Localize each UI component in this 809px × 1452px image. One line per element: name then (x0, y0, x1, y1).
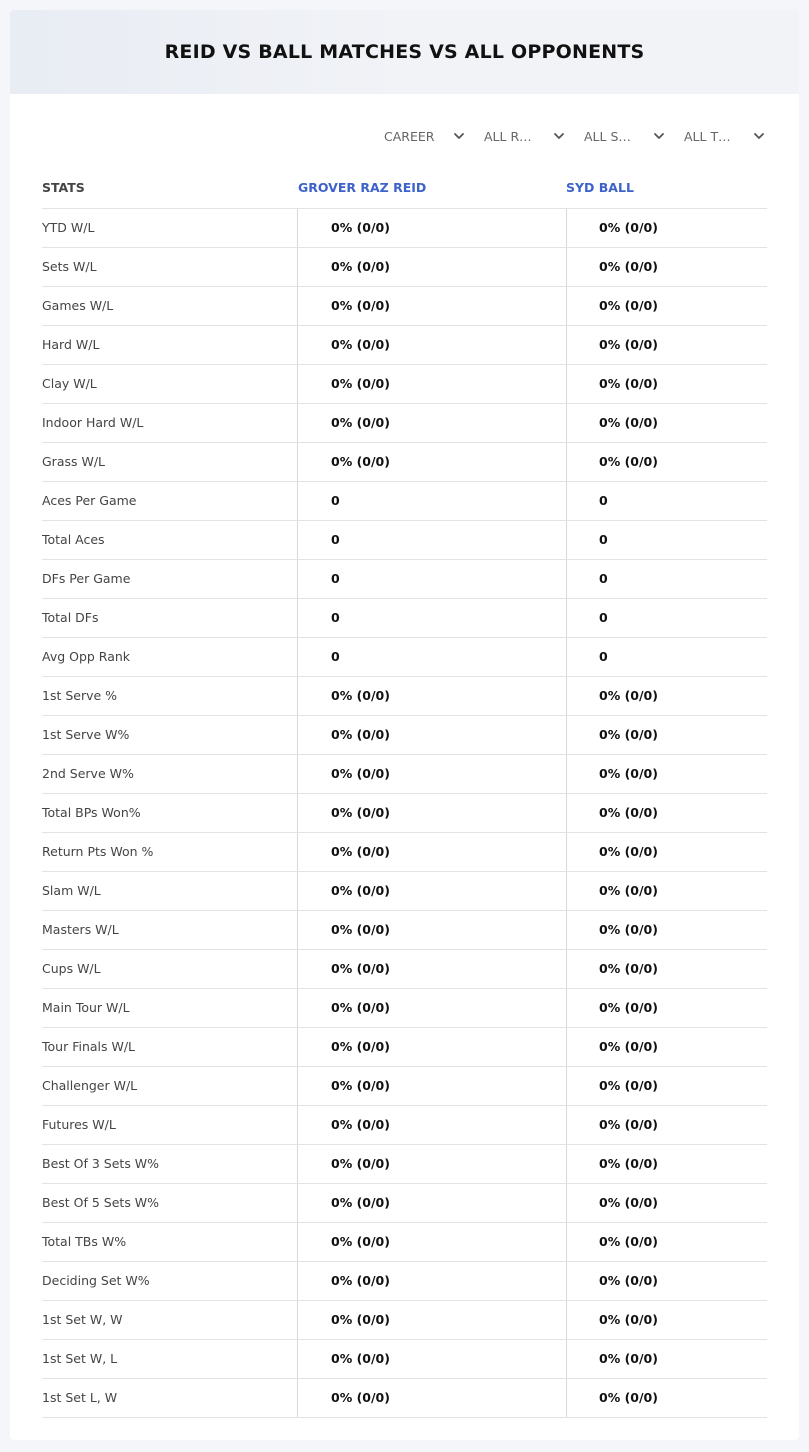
player1-stat-value: 0% (0/0) (297, 1184, 566, 1222)
player2-stat-value: 0% (0/0) (566, 326, 767, 364)
player2-stat-value: 0% (0/0) (566, 248, 767, 286)
player1-stat-value: 0% (0/0) (297, 794, 566, 832)
table-row (42, 599, 767, 638)
player1-stat-value: 0% (0/0) (297, 716, 566, 754)
filter-label: ALL T… (684, 128, 731, 144)
stat-label: Tour Finals W/L (42, 1039, 136, 1054)
stat-label: 1st Set L, W (42, 1390, 118, 1405)
stat-label: Masters W/L (42, 922, 119, 937)
player2-stat-value: 0% (0/0) (566, 1106, 767, 1144)
player2-stat-value: 0% (0/0) (566, 404, 767, 442)
player1-stat-value: 0% (0/0) (297, 1262, 566, 1300)
stat-label: 2nd Serve W% (42, 766, 134, 781)
stats-table-header (42, 170, 767, 208)
player2-stat-value: 0% (0/0) (566, 1301, 767, 1339)
player1-stat-value: 0% (0/0) (297, 1301, 566, 1339)
stat-label: Indoor Hard W/L (42, 415, 144, 430)
table-row (42, 1340, 767, 1379)
player1-stat-value: 0% (0/0) (297, 404, 566, 442)
column-header-stats: STATS (42, 180, 85, 195)
stat-label: 1st Serve W% (42, 727, 130, 742)
player1-stat-value: 0% (0/0) (297, 1067, 566, 1105)
player2-stat-value: 0% (0/0) (566, 1262, 767, 1300)
stat-label: Total TBs W% (42, 1234, 127, 1249)
table-row (42, 404, 767, 443)
player2-stat-value: 0% (0/0) (566, 1379, 767, 1417)
player1-link[interactable]: GROVER RAZ REID (298, 180, 427, 195)
chevron-down-icon (752, 129, 766, 143)
player1-stat-value: 0 (297, 560, 566, 598)
table-row (42, 1223, 767, 1262)
table-row (42, 1145, 767, 1184)
table-row (42, 1262, 767, 1301)
stat-label: YTD W/L (42, 220, 95, 235)
table-row (42, 248, 767, 287)
stat-label: 1st Set W, L (42, 1351, 118, 1366)
player1-stat-value: 0% (0/0) (297, 989, 566, 1027)
player2-stat-value: 0% (0/0) (566, 209, 767, 247)
player2-stat-value: 0% (0/0) (566, 287, 767, 325)
table-row (42, 482, 767, 521)
player2-stat-value: 0% (0/0) (566, 716, 767, 754)
player1-stat-value: 0% (0/0) (297, 833, 566, 871)
table-row (42, 1184, 767, 1223)
player2-stat-value: 0% (0/0) (566, 1145, 767, 1183)
player1-stat-value: 0 (297, 521, 566, 559)
stat-label: Total BPs Won% (42, 805, 141, 820)
chevron-down-icon (652, 129, 666, 143)
player1-stat-value: 0% (0/0) (297, 1223, 566, 1261)
filter-tournament-select[interactable] (670, 124, 770, 148)
player1-stat-value: 0% (0/0) (297, 911, 566, 949)
table-row (42, 1106, 767, 1145)
stat-label: Avg Opp Rank (42, 649, 131, 664)
player1-stat-value: 0% (0/0) (297, 443, 566, 481)
player2-stat-value: 0% (0/0) (566, 911, 767, 949)
player2-stat-value: 0 (566, 482, 767, 520)
player1-stat-value: 0% (0/0) (297, 872, 566, 910)
player2-stat-value: 0% (0/0) (566, 872, 767, 910)
stat-label: Aces Per Game (42, 493, 137, 508)
stat-label: Challenger W/L (42, 1078, 138, 1093)
table-row (42, 1379, 767, 1418)
stat-label: Deciding Set W% (42, 1273, 150, 1288)
table-row (42, 950, 767, 989)
table-row (42, 716, 767, 755)
player2-stat-value: 0% (0/0) (566, 755, 767, 793)
stat-label: Main Tour W/L (42, 1000, 130, 1015)
player2-stat-value: 0 (566, 560, 767, 598)
table-row (42, 755, 767, 794)
player1-stat-value: 0% (0/0) (297, 950, 566, 988)
table-row (42, 1067, 767, 1106)
player1-stat-value: 0% (0/0) (297, 326, 566, 364)
stats-table (42, 208, 767, 1418)
table-row (42, 560, 767, 599)
player2-link[interactable]: SYD BALL (566, 180, 634, 195)
stat-label: Best Of 5 Sets W% (42, 1195, 160, 1210)
player2-stat-value: 0% (0/0) (566, 833, 767, 871)
table-row (42, 638, 767, 677)
player2-stat-value: 0% (0/0) (566, 1184, 767, 1222)
page-title: REID VS BALL MATCHES VS ALL OPPONENTS (164, 41, 645, 63)
stat-label: Sets W/L (42, 259, 97, 274)
stat-label: Games W/L (42, 298, 114, 313)
player2-stat-value: 0 (566, 521, 767, 559)
player1-stat-value: 0% (0/0) (297, 1340, 566, 1378)
player1-stat-value: 0% (0/0) (297, 1106, 566, 1144)
stat-label: Grass W/L (42, 454, 106, 469)
player1-stat-value: 0% (0/0) (297, 287, 566, 325)
player1-stat-value: 0 (297, 638, 566, 676)
chevron-down-icon (452, 129, 466, 143)
table-row (42, 1028, 767, 1067)
player1-stat-value: 0% (0/0) (297, 1379, 566, 1417)
player2-stat-value: 0% (0/0) (566, 950, 767, 988)
filter-label: CAREER (384, 128, 435, 144)
player1-stat-value: 0 (297, 482, 566, 520)
player2-stat-value: 0% (0/0) (566, 989, 767, 1027)
player2-stat-value: 0 (566, 638, 767, 676)
player2-stat-value: 0% (0/0) (566, 794, 767, 832)
filter-label: ALL S… (584, 128, 631, 144)
filter-label: ALL R… (484, 128, 532, 144)
stat-label: 1st Serve % (42, 688, 118, 703)
player1-stat-value: 0% (0/0) (297, 365, 566, 403)
player1-stat-value: 0 (297, 599, 566, 637)
table-row (42, 1301, 767, 1340)
player2-stat-value: 0% (0/0) (566, 1340, 767, 1378)
filter-bar (370, 124, 770, 148)
player2-stat-value: 0% (0/0) (566, 1223, 767, 1261)
table-row (42, 872, 767, 911)
player1-stat-value: 0% (0/0) (297, 677, 566, 715)
player2-stat-value: 0 (566, 599, 767, 637)
table-row (42, 365, 767, 404)
player2-stat-value: 0% (0/0) (566, 1067, 767, 1105)
player2-stat-value: 0% (0/0) (566, 677, 767, 715)
table-row (42, 443, 767, 482)
table-row (42, 521, 767, 560)
filter-period-select[interactable] (370, 124, 470, 148)
player1-stat-value: 0% (0/0) (297, 1028, 566, 1066)
player2-stat-value: 0% (0/0) (566, 1028, 767, 1066)
filter-surface-select[interactable] (570, 124, 670, 148)
stat-label: Hard W/L (42, 337, 100, 352)
player1-stat-value: 0% (0/0) (297, 248, 566, 286)
stat-label: Return Pts Won % (42, 844, 154, 859)
player1-stat-value: 0% (0/0) (297, 209, 566, 247)
table-row (42, 794, 767, 833)
stat-label: DFs Per Game (42, 571, 131, 586)
stat-label: 1st Set W, W (42, 1312, 123, 1327)
player2-stat-value: 0% (0/0) (566, 365, 767, 403)
stat-label: Total DFs (42, 610, 99, 625)
player1-stat-value: 0% (0/0) (297, 1145, 566, 1183)
filter-round-select[interactable] (470, 124, 570, 148)
table-row (42, 209, 767, 248)
stat-label: Slam W/L (42, 883, 101, 898)
table-row (42, 677, 767, 716)
stat-label: Clay W/L (42, 376, 97, 391)
table-row (42, 833, 767, 872)
player1-stat-value: 0% (0/0) (297, 755, 566, 793)
stat-label: Best Of 3 Sets W% (42, 1156, 160, 1171)
table-row (42, 287, 767, 326)
stats-card (10, 10, 799, 1440)
player2-stat-value: 0% (0/0) (566, 443, 767, 481)
table-row (42, 326, 767, 365)
table-row (42, 989, 767, 1028)
table-row (42, 911, 767, 950)
stat-label: Total Aces (42, 532, 105, 547)
stat-label: Cups W/L (42, 961, 101, 976)
chevron-down-icon (552, 129, 566, 143)
stat-label: Futures W/L (42, 1117, 116, 1132)
card-header (10, 10, 799, 94)
